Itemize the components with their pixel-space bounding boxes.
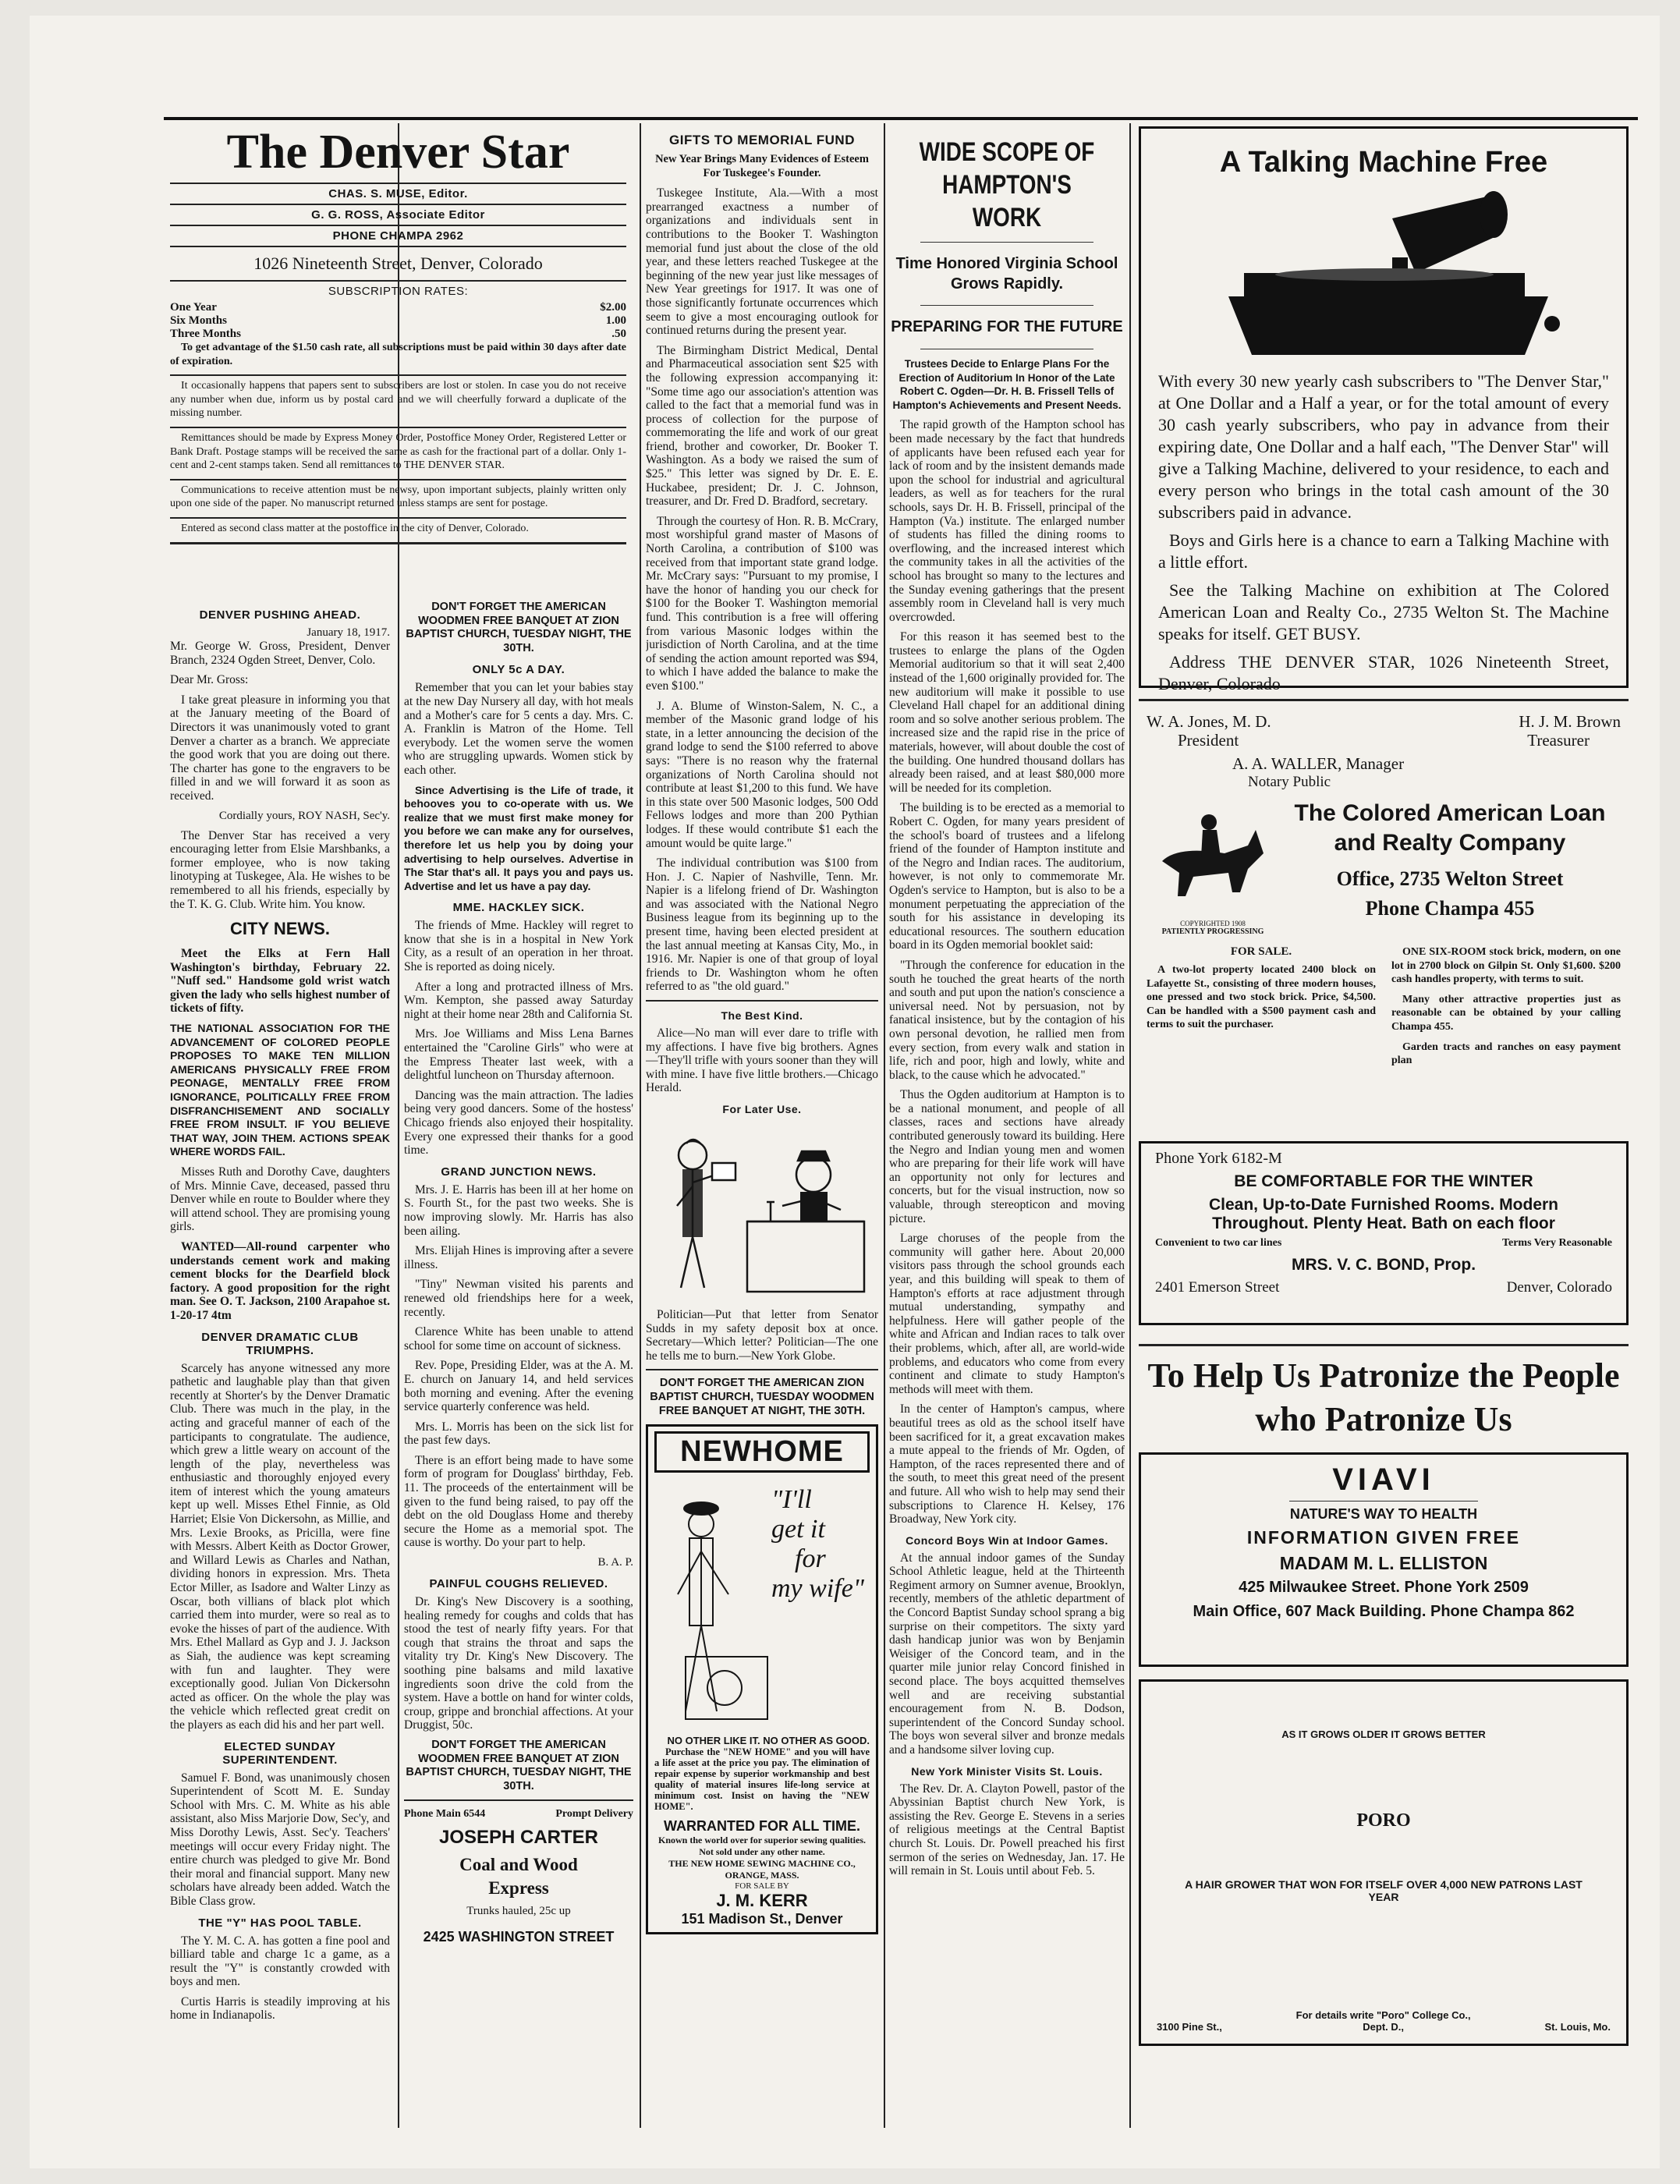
p-hampton-1: The rapid growth of the Hampton school has been made necessary by the fact that hundreds of applicants have been refused each year for lack of room and by the insistent demands made upon the school for industrial and agricultural leaders, as well as for teachers for the rural schools, says Dr. H. B. Frissell, principal of the Hampton (Va.) institute. The enlarged number of students has filled the dining rooms to overflowing, and the increased interest which the community takes in all the activities of the school has brought so many to the lectures and the Sunday evening gatherings that the present assembly room in Cleveland hall is very much overcrowded. (889, 418, 1125, 624)
p-junction-3: "Tiny" Newman visited his parents and renewed old friendships here for a week, recently. (404, 1278, 633, 1319)
poro-top: AS IT GROWS OLDER IT GROWS BETTER (1281, 1728, 1486, 1740)
loan-president: President (1178, 731, 1239, 750)
p-gifts-3: Through the courtesy of Hon. R. B. McCrary, most worshipful grand master of Masons of North Carolina, a contribution of $100 was received from that important state grand lodge. Mr. McCrary says: "Pursuant to my promise, I have the honor of handing you our check for $100 for the Booker T. Washington memorial fund. This contribution is a free will offering from various Masonic lodges within the jurisdiction of North Carolina, and at the time of sending the action amount reported was $94, to which I have added the balance to make the even $100." (646, 514, 878, 693)
rule (170, 479, 626, 480)
bond-line-2: Throughout. Plenty Heat. Bath on each floor (1212, 1214, 1555, 1232)
new-home-known: Known the world over for superior sewing qualities. Not sold under any other name. (657, 1835, 866, 1858)
phonograph-illustration (1158, 187, 1611, 367)
bond-name: MRS. V. C. BOND, Prop. (1291, 1256, 1476, 1274)
p-hampton-2: For this reason it has seemed best to the trustees to enlarge the plans of the Ogden Memorial auditorium so that it will seat 2,400 instead of the 1,600 originally provided for. The new auditorium will make it possible to use Cleveland Hall chapel for an additional dining room and so solve another serious problem. The increased size and the rapid rise in the price of materials, however, will about double the cost of the building. One hundred thousand dollars has already been raised, and at least $80,000 more will be needed for its completion. (889, 630, 1125, 795)
loan-p4: Garden tracts and ranches on easy payment plan (1391, 1041, 1621, 1067)
banquet-notice-3: DON'T FORGET THE AMERICAN ZION BAPTIST CHURCH, TUESDAY WOODMEN FREE BANQUET AT NIGHT, THE 30TH. (650, 1377, 874, 1417)
rule (1289, 1501, 1478, 1502)
notice-entered: Entered as second class matter at the postoffice in the city of Denver, Colorado. (181, 522, 529, 534)
sub-gifts: New Year Brings Many Evidences of Esteem For Tuskegee's Founder. (655, 153, 869, 179)
sub-preparing: PREPARING FOR THE FUTURE (891, 318, 1123, 335)
headline-city-news: CITY NEWS. (230, 919, 330, 939)
rate-price: $2.00 (600, 301, 626, 314)
loan-copyright: COPYRIGHTED 1908 (1180, 920, 1246, 927)
column-3 (646, 125, 878, 2122)
p-hampton-6: Large choruses of the people from the community will gather here. About 20,000 visitors pass through the school grounds each year, and this building will speak to them of Hampton's efforts at race adjustment through mutual understanding, sympathy and helpfulness. Here will gather people of the white and African and Indian races to talk over their problems, which, after all, are world-wide problems, and educators who come from every continent and climate to study Hampton's methods will meet with them. (889, 1232, 1125, 1396)
p-marshbanks: The Denver Star has received a very encouraging letter from Elsie Marshbanks, a former employee, who is now taking linotyping at Tuskegee, Ala. He wishes to be remembered to all his friends, especially by the T. K. G. Club. Write him. You know. (170, 828, 390, 911)
talking-machine-ad (1139, 126, 1629, 693)
man-sewing-machine-illustration (654, 1477, 771, 1735)
letter-signature: Cordially yours, ROY NASH, Sec'y. (218, 809, 390, 822)
rule (404, 1799, 633, 1801)
p-hampton-4: "Through the conference for education in the south he touched the great hearts of the north and south and put upon the nation's conscience a universal need. Not by persuasion, not by fanatical insistence, but by the contagion of his own personal devotion, he rallied men from every section, from every walk and station in life, rich and poor, high and lowly, white and black, to the cause which he advocated." (889, 958, 1125, 1082)
viavi-sub-1: NATURE'S WAY TO HEALTH (1289, 1506, 1478, 1522)
headline-ymca: THE "Y" HAS POOL TABLE. (198, 1916, 362, 1930)
headline-ny-minister: New York Minister Visits St. Louis. (911, 1764, 1103, 1778)
signature-bap: B. A. P. (597, 1556, 633, 1569)
talking-machine-address: Address THE DENVER STAR, 1026 Nineteenth Street, Denver, Colorado (1158, 652, 1609, 693)
masthead-address: 1026 Nineteenth Street, Denver, Colorado (253, 254, 543, 273)
new-home-script-1: "I'll (771, 1485, 812, 1515)
rule (170, 246, 626, 247)
rate-row (170, 328, 626, 341)
viavi-sub-2: INFORMATION GIVEN FREE (1246, 1527, 1521, 1548)
letter-greeting: Dear Mr. Gross: (170, 673, 249, 687)
new-home-ad (646, 1424, 878, 1934)
p-dramatic: Scarcely has anyone witnessed any more pathetic and laughable play than that given recently at Shorter's by the Denver Dramatic Club. There was much in the play, in the acting and graceful manner of each of the participants to congratulate. The audience, which grew a little weary on account of the length of the play, nevertheless was enthusiastic and thoroughly enjoyed every item of interest which the young amateurs kept up well. Misses Ethel Finnie, as Old Harriet; Elsie Von Dickersohn, as Millie, and Mrs. Lexie Brooks, as Pricilla, were fine with Messrs. Albert Keith as Doctor Grower, and Willard Lewis as Charles and Nathan, dividing honors in expression. Mrs. Theta Ector Miller, as Isadore and Walter Linzy as Oscar, both villians of black plot which carried them into murder, were so real as to evoke the hisses of part of the audience. With Mrs. Ethel Mallard as Gyp and J. J. Jackson as Siah, the audience was kept screaming with fun and laughter. They were exceptionally good. Julian Von Dickersohn acted as officer. On the whole the play was the vehicle which reflected great credit on the players as each did his and her part well. (170, 1361, 390, 1732)
p-elks: Meet the Elks at Fern Hall Washington's birthday, February 22. "Nuff sed." Handsome gold wrist watch given the lady who sells highest number of tickets of fifty. (170, 947, 390, 1016)
bond-terms: Terms Very Reasonable (1501, 1237, 1612, 1249)
column-4 (889, 125, 1125, 2122)
loan-jones: W. A. Jones, M. D. (1147, 712, 1271, 731)
loan-brown: H. J. M. Brown (1519, 712, 1621, 731)
p-hampton-5: Thus the Ogden auditorium at Hampton is to be a national monument, and people of all classes, races and sections have already contributed generously toward its building. Here the Negro and Indian young men and women who are preparing for their life work will have an opportunity not only for lectures and concerts, but for the visual instruction, now so valuable, through stereopticon and moving picture. (889, 1088, 1125, 1225)
rule (170, 225, 626, 226)
carter-name: JOSEPH CARTER (438, 1827, 599, 1849)
new-home-script-2: get it (771, 1515, 825, 1544)
rule (646, 1000, 878, 1002)
carter-prompt: Prompt Delivery (555, 1808, 633, 1821)
patronize-banner: To Help Us Patronize the People who Patronize Us (1147, 1356, 1620, 1438)
p-williams: Mrs. Joe Williams and Miss Lena Barnes entertained the "Caroline Girls" who were at the Empress Theater last week, with a delightful luncheon on Thursday afternoon. (404, 1027, 633, 1083)
p-advertising: Since Advertising is the Life of trade, it behooves you to co-operate with us. We realize that we must first make money for you before we can make any for ourselves, therefore let us help you by doing your advertising to help ourselves. Advertise in The Star that's all. It pays you and pays us. Advertise and let us have a pay day. (404, 783, 633, 892)
p-gifts-4: J. A. Blume of Winston-Salem, N. C., a member of the Masonic grand lodge of his state, in a letter announcing the decision of the grand lodge to send the $100 referred to above says: "There is no reason why the fraternal organizations of North Carolina should not contribute at least $1,200 to this fund. We have in this state over 500 Masonic lodges, 500 Odd Fellows lodges and more than 200 Pythian lodges. If these would contribute $1 each the amount would be quite large." (646, 699, 878, 850)
rule (170, 280, 626, 282)
headline-gifts: GIFTS TO MEMORIAL FUND (669, 133, 855, 147)
notice-communications: Communications to receive attention must be newsy, upon important subjects, plainly written only upon one side of the paper. No manuscript returned unless stamps are sent for postage. (170, 484, 626, 510)
talking-machine-title: A Talking Machine Free (1219, 146, 1548, 179)
masthead-phone: PHONE CHAMPA 2962 (332, 229, 464, 243)
p-junction-2: Mrs. Elijah Hines is improving after a severe illness. (404, 1244, 633, 1271)
p-gifts-5: The individual contribution was $100 from Hon. J. C. Napier of Nashville, Tenn. Mr. Napier is a lifelong friend of Dr. Washington and was associated with the National Negro Business league from its beginning up to the present time, having been elected president at the last annual meeting at Kansas City, Mo., in 1916. Mr. Napier is one of that group of loyal friends to Dr. Washington whom he often referred to as "the old guard." (646, 856, 878, 994)
carter-line-1: Coal and Wood (459, 1855, 578, 1875)
rate-price: .50 (611, 328, 626, 340)
letter-address: Mr. George W. Gross, President, Denver Branch, 2324 Ogden Street, Denver, Colo. (170, 640, 390, 667)
associate-editor: G. G. ROSS, Associate Editor (311, 208, 485, 222)
p-cave: Misses Ruth and Dorothy Cave, daughters of Mrs. Minnie Cave, deceased, passed thru Denver while en route to Boulder where they will attend school. They are promising young girls. (170, 1165, 390, 1234)
masthead-title-wide: The Denver Star (226, 126, 570, 179)
politician-cartoon (646, 1120, 872, 1299)
column-1-news (170, 601, 390, 2122)
p-harris: Curtis Harris is steadily improving at his home in Indianapolis. (170, 1994, 390, 2023)
talking-machine-boys: Boys and Girls here is a chance to earn a Talking Machine with a little effort. (1158, 530, 1609, 572)
p-junction-7: There is an effort being made to have some form of program for Douglass' birthday, Feb. 11. The proceeds of the entertainment will be given to the fund being raised, to pay off the debt on the old Douglass Home and thereby secure the Home as a memorial spot. The cause is worthy. Do your part to help. (404, 1453, 633, 1550)
p-hampton-3: The building is to be erected as a memorial to Robert C. Ogden, for many years president of the school's board of trustees and a lifelong friend of the founder of Hampton institute and of the Negro and Indian races. The auditorium, however, is not only to commemorate Mr. Ogden's service to Hampton, but is also to be a monument perpetuating the appreciation of the south for his assistance in developing its educational resources. The southern education board in its Ogden memorial booklet said: (889, 801, 1125, 952)
p-junction-6: Mrs. L. Morris has been on the sick list for the past few days. (404, 1420, 633, 1448)
column-rule (884, 123, 885, 2128)
cartoon-title: For Later Use. (722, 1103, 802, 1115)
column-5 (1139, 126, 1629, 2123)
loan-notary: Notary Public (1248, 774, 1331, 790)
loan-phone: Phone Champa 455 (1365, 897, 1535, 920)
p-kempton: After a long and protracted illness of Mrs. Wm. Kempton, she passed away Saturday night at their home near 28th and California St. (404, 980, 633, 1021)
letter-body: I take great pleasure in informing you that at the January meeting of the Board of Directors it was unanimously voted to grant Denver a charter as a branch. We appreciate the good work that you are doing out there. The charter has gone to the engravers to be filled in and we will forward it as soon as received. (170, 693, 390, 803)
loan-patiently: PATIENTLY PROGRESSING (1161, 927, 1264, 936)
viavi-title: VIAVI (1332, 1462, 1435, 1497)
rule (646, 1369, 878, 1370)
rates-heading: SUBSCRIPTION RATES: (328, 285, 469, 298)
poro-pine: 3100 Pine St., (1157, 2021, 1222, 2033)
new-home-body: Purchase the "NEW HOME" and you will have a life asset at the price you pay. The elimination of repair expense by superior workmanship and best quality of material insures life-long service at minimum cost. Insist on having the "NEW HOME". (654, 1746, 870, 1813)
p-wanted: WANTED—All-round carpenter who understands cement work and making cement blocks for the Dearfield block factory. A good proposition for the right man. See O. T. Jackson, 2100 Arapahoe st. 1-20-17 4tm (170, 1239, 390, 1322)
new-home-warranted: WARRANTED FOR ALL TIME. (664, 1818, 860, 1835)
carter-address: 2425 WASHINGTON STREET (423, 1929, 615, 1945)
rule (170, 427, 626, 428)
p-junction-4: Clarence White has been unable to attend school for some time on account of sickness. (404, 1325, 633, 1353)
rule (170, 204, 626, 205)
poro-details: For details write "Poro" College Co., Dept. D., (1295, 2009, 1471, 2033)
column-rule (640, 123, 641, 2128)
rate-row (170, 314, 626, 328)
letter-date: January 18, 1917. (307, 626, 390, 639)
loan-realty-ad (1139, 712, 1629, 1133)
p-dancing: Dancing was the main attraction. The ladies being very good dancers. Some of the hostess' Chicago friends also enjoyed their hospitality. Every one expressed their thanks for a good time. (404, 1088, 633, 1158)
sub-time-honored: Time Honored Virginia School Grows Rapidly. (895, 255, 1118, 292)
headline-junction: GRAND JUNCTION NEWS. (441, 1165, 597, 1179)
bond-convenient: Convenient to two car lines (1155, 1237, 1282, 1249)
p-junction-5: Rev. Pope, Presiding Elder, was at the A. M. E. church on January 14, and held services both morning and evening. After the evening service quarterly conference was held. (404, 1359, 633, 1414)
carter-line-2: Express (488, 1878, 549, 1899)
poro-sub: A HAIR GROWER THAT WON FOR ITSELF OVER 4,000 NEW PATRONS LAST YEAR (1185, 1878, 1583, 1903)
banquet-notice-2: DON'T FORGET THE AMERICAN WOODMEN FREE BANQUET AT ZION BAPTIST CHURCH, TUESDAY NIGHT, THE 30TH. (406, 1738, 632, 1792)
bond-address: 2401 Emerson Street (1155, 1279, 1280, 1296)
p-elected: Samuel F. Bond, was unanimously chosen Superintendent of Scott M. E. Sunday School with Mrs. C. M. White as his able assistant, also Miss Marjorie Dow, Sec'y, and Miss Dorothy Lewis, Asst. Sec'y. Teachers' meetings will occur every Friday night. The entire church was pledged to give Mr. Bond their moral and financial support. Many new scholars have already been added. Watch the Bible Class grow. (170, 1771, 390, 1908)
new-home-script-4: my wife" (771, 1574, 865, 1604)
poro-ad (1139, 1679, 1629, 2046)
headline-concord: Concord Boys Win at Indoor Games. (906, 1533, 1108, 1547)
carter-ad (404, 1807, 633, 1945)
masthead-block (170, 125, 626, 585)
talking-machine-body: With every 30 new yearly cash subscribers to "The Denver Star," at One Dollar and a Half a year, or for the total amount of every 30 cash yearly subscribers, who pay in advance from their expiring date, One Dollar and a half each, "The Denver Star" will give a Talking Machine, delivered to your residence, to each and every person who brings in the total cash amount of the 30 subscribers paid in advance. (1158, 371, 1609, 522)
headline-best-kind: The Best Kind. (721, 1009, 803, 1023)
headline-5c: ONLY 5c A DAY. (472, 663, 565, 677)
p-best-kind: Alice—No man will ever dare to trifle with my affections. I have five big brothers. Agnes—They'll trifle with yours sooner than they will with mine. I have five little brothers.—Chicago Herald. (646, 1026, 878, 1095)
bond-line-1: Clean, Up-to-Date Furnished Rooms. Modern (1208, 1196, 1558, 1214)
bond-rooms-ad (1139, 1141, 1629, 1325)
bond-phone: Phone York 6182-M (1155, 1150, 1282, 1167)
rule (920, 242, 1093, 243)
new-home-script-3: for (795, 1544, 826, 1574)
p-ymca: The Y. M. C. A. has gotten a fine pool and billiard table and charge 1c a game, as a result the "Y" is constantly crowded with boys and men. (170, 1934, 390, 1989)
loan-waller: A. A. WALLER, Manager (1232, 754, 1405, 773)
cartoon-caption: Politician—Put that letter from Senator Sudds in my safety deposit box at once. Secretary—Which letter? Politician—The one he tells me to burn.—New York Globe. (646, 1308, 878, 1363)
poro-logo: PORO (1356, 1810, 1411, 1831)
p-coughs: Dr. King's New Discovery is a soothing, healing remedy for coughs and colds that has stood the test of nearly fifty years. For that cough that strains the throat and saps the vitality try Dr. King's New Discovery. The soothing pine balsams and mild laxative ingredients soon drive the cold from the system. Have a bottle on hand for winter colds, croup, grippe and bronchial affections. At your Druggist, 50c. (404, 1595, 633, 1732)
bond-city: Denver, Colorado (1506, 1279, 1612, 1296)
talking-machine-see: See the Talking Machine on exhibition at The Colored American Loan and Realty Co., 2735 Welton St. The Machine speaks for itself. GET BUSY. (1158, 580, 1609, 644)
loan-for-sale: FOR SALE. (1230, 945, 1292, 958)
new-home-for-sale: FOR SALE BY (735, 1881, 789, 1892)
rates-list (170, 301, 626, 341)
p-gifts-1: Tuskegee Institute, Ala.—With a most prearranged exactness a number of organizations and individuals sent in contributions to the Booker T. Washington memorial fund just about the close of the old year, and these letters reached Tuskegee at the beginning of the new year just like messages of New Year greetings for 1917. It was one of those significantly fortunate occurrences which seem to give a most encouraging outlook for continued returns during the present year. (646, 186, 878, 338)
donkey-rider-logo (1147, 799, 1279, 916)
new-home-kerr: J. M. KERR (716, 1891, 808, 1911)
headline-wide-scope: WIDE SCOPE OF HAMPTON'S WORK (919, 137, 1095, 232)
notice-lost: It occasionally happens that papers sent to subscribers are lost or stolen. In case you do not receive any number when due, inform us by postal card and we will cheerfully forward a duplicate of the missing number. (170, 380, 626, 420)
rate-label: Six Months (170, 314, 227, 327)
headline-hackley: MME. HACKLEY SICK. (452, 901, 585, 915)
new-home-address: 151 Madison St., Denver (681, 1911, 843, 1927)
new-home-title: NEWHOME (654, 1431, 870, 1473)
loan-p3: Many other attractive properties just as reasonable can be obtained by your calling Champa 455. (1391, 993, 1621, 1033)
rule (170, 183, 626, 184)
rate-label: One Year (170, 301, 217, 314)
loan-p1: A two-lot property located 2400 block on Lafayette St., consisting of three modern houses, one pressed and two stock brick. Price, $4,500. Can be handled with a $500 payment cash and terms to suit the purchaser. (1147, 964, 1376, 1031)
rule (1139, 1344, 1629, 1346)
editor: CHAS. S. MUSE, Editor. (328, 187, 468, 200)
rule (1139, 699, 1629, 701)
headline-elected: ELECTED SUNDAY SUPERINTENDENT. (222, 1739, 338, 1767)
rule (170, 542, 626, 544)
sub-trustees: Trustees Decide to Enlarge Plans For the Erection of Auditorium In Honor of the Late Robert C. Ogden—Dr. H. B. Frissell Tells of Hampton's Achievements and Present Needs. (892, 358, 1122, 411)
loan-title-1: The Colored American Loan (1294, 800, 1606, 826)
rule (170, 374, 626, 376)
p-gifts-2: The Birmingham District Medical, Dental and Pharmaceutical association sent $25 with the following expression accompanying it: "Some time ago our association's attention was called to the fact that a memorial fund was in process of collection for the purpose of commemorating the life and work of our great friend, brother and coworker, Dr. Booker T. Washington. As a body we raised the sum of $25." This letter was signed by Dr. E. E. Huckabee, president; Dr. J. C. Johnson, treasurer, and Dr. Fred D. Bradford, secretary. (646, 343, 878, 509)
p-ny-minister: The Rev. Dr. A. Clayton Powell, pastor of the Abyssinian Baptist church New York, is assisting the Rev. George E. Stevens in a series of religious meetings at the Central Baptist church St. Louis. Dr. Powell preached his first sermon of the series on Wednesday, Jan. 17. He will remain in St. Louis until about Feb. 5. (889, 1782, 1125, 1878)
loan-title-2: and Realty Company (1334, 830, 1566, 856)
p-naacp: THE NATIONAL ASSOCIATION FOR THE ADVANCEMENT OF COLORED PEOPLE PROPOSES TO MAKE TEN MILLION AMERICANS PHYSICALLY FREE FROM PEONAGE, MENTALLY FREE FROM IGNORANCE, POLITICALLY FREE FROM DISFRANCHISEMENT AND SOCIALLY FREE FROM INSULT. IF YOU BELIEVE THAT WAY, JOIN THEM. ACTIONS SPEAK WHERE WORDS FAIL. (170, 1022, 390, 1158)
rule (170, 517, 626, 519)
viavi-main: Main Office, 607 Mack Building. Phone Champa 862 (1193, 1603, 1575, 1620)
column-rule (1129, 123, 1131, 2128)
rate-price: 1.00 (605, 314, 626, 327)
rule (920, 305, 1093, 306)
p-concord: At the annual indoor games of the Sunday School Athletic league, held at the Thirteenth Regiment armory on Sumner avenue, Brooklyn, recently, members of the athletic department of the Concord Baptist Sunday school sprang a big surprise on their competitors. The sixty yard dash handicap junior was won by Benjamin Weisiger of the Concord team, and in the quarter mile junior relay Concord finished in second place. The boys acquitted themselves well and are receiving substantial encouragement from N. B. Dodson, superintendent of the Concord Sunday school. The boys won several silver and bronze medals and a handsome silver loving cup. (889, 1551, 1125, 1757)
viavi-ad (1139, 1452, 1629, 1667)
rate-label: Three Months (170, 328, 241, 340)
p-junction-1: Mrs. J. E. Harris has been ill at her home on S. Fourth St., for the past two weeks. She is now improving slowly. Mr. Harris has also been ailing. (404, 1182, 633, 1238)
rates-note: To get advantage of the $1.50 cash rate, all subscriptions must be paid within 30 days after date of expiration. (170, 342, 626, 367)
column-2 (404, 601, 633, 2122)
headline-coughs: PAINFUL COUGHS RELIEVED. (429, 1577, 608, 1591)
bond-heading: BE COMFORTABLE FOR THE WINTER (1234, 1172, 1533, 1190)
p-5c: Remember that you can let your babies stay at the new Day Nursery all day, with hot meals and a Mother's care for 5 cents a day. Mrs. C. A. Franklin is Matron of the Home. Tell everybody. Let the women serve the women who are struggling upwards. Women stick by each other. (404, 681, 633, 777)
carter-phone: Phone Main 6544 (404, 1808, 486, 1821)
banquet-notice-1: DON'T FORGET THE AMERICAN WOODMEN FREE BANQUET AT ZION BAPTIST CHURCH, TUESDAY NIGHT, THE 30TH. (406, 601, 632, 654)
new-home-company: THE NEW HOME SEWING MACHINE CO., ORANGE, MASS. (668, 1858, 856, 1881)
rate-row (170, 301, 626, 314)
p-hackley: The friends of Mme. Hackley will regret to know that she is in a hospital in New York City, as a result of an operation in her throat. She is reported as doing nicely. (404, 919, 633, 974)
carter-trunks: Trunks hauled, 25c up (466, 1905, 571, 1918)
headline-dramatic-club: DENVER DRAMATIC CLUB TRIUMPHS. (201, 1330, 359, 1357)
loan-office: Office, 2735 Welton Street (1336, 867, 1564, 890)
headline-denver-pushing: DENVER PUSHING AHEAD. (199, 608, 361, 622)
loan-p2: ONE SIX-ROOM stock brick, modern, on one lot in 2700 block on Gilpin St. Only $1,600. $200 cash handles property, with terms to suit. (1391, 946, 1621, 986)
viavi-name: MADAM M. L. ELLISTON (1279, 1553, 1488, 1573)
new-home-no-other: NO OTHER LIKE IT. NO OTHER AS GOOD. (667, 1735, 870, 1747)
loan-treasurer: Treasurer (1527, 731, 1590, 750)
notice-remittance: Remittances should be made by Express Money Order, Postoffice Money Order, Registered Letter or Bank Draft. Postage stamps will be received the same as cash for the fractional part of a dollar. Only 1-cent and 2-cent stamps taken. Send all remittances to THE DENVER STAR. (170, 431, 626, 472)
p-hampton-7: In the center of Hampton's campus, where beautiful trees as old as the school itself have been sacrificed for it, a great excavation makes a mute appeal to the friends of Mr. Ogden, of Hampton, of the races represented there and of the south, to meet this great need of the present and future. All who wish to help may send their subscriptions to Clarence H. Kelsey, 176 Broadway, New York city. (889, 1402, 1125, 1526)
viavi-address: 425 Milwaukee Street. Phone York 2509 (1239, 1579, 1529, 1596)
poro-city: St. Louis, Mo. (1544, 2021, 1611, 2033)
